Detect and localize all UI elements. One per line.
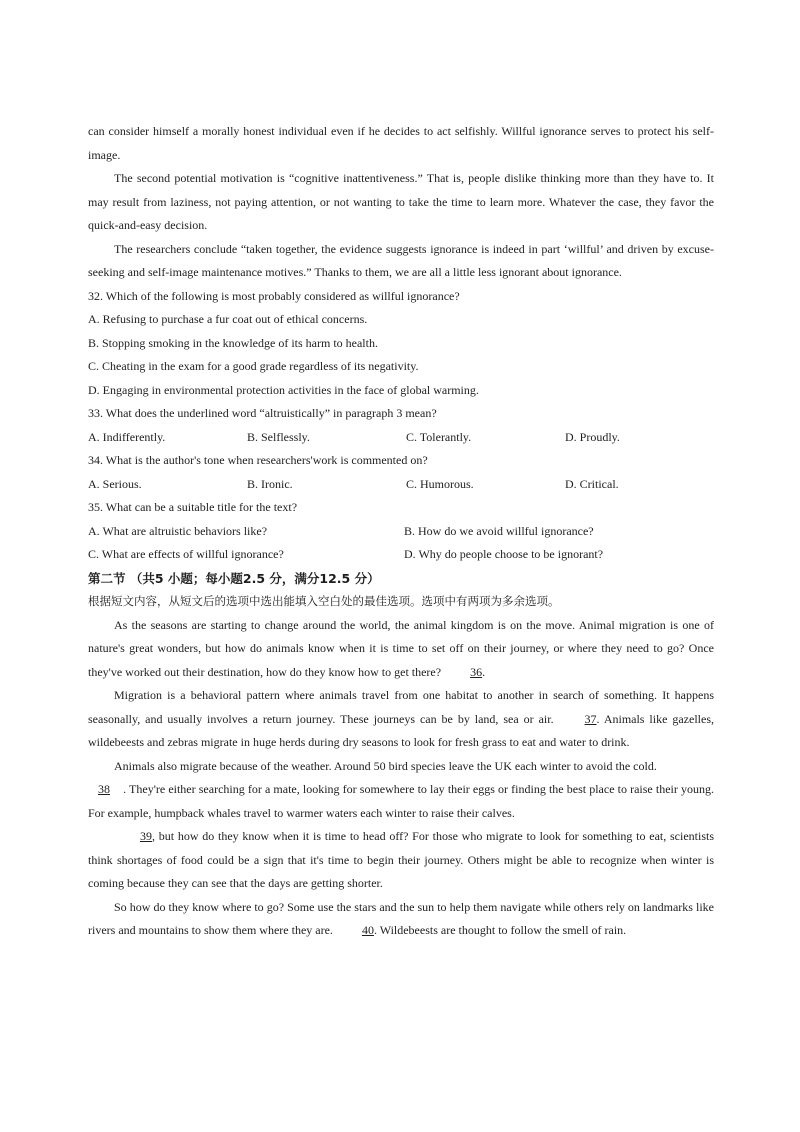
blank-38: 38	[98, 782, 110, 796]
section-instructions: 根据短文内容，从短文后的选项中选出能填入空白处的最佳选项。选项中有两项为多余选项。	[88, 594, 560, 608]
options-row	[88, 520, 714, 544]
question-stem: 33. What does the underlined word “altruistically” in paragraph 3 mean?	[88, 406, 437, 420]
option-c: C. Tolerantly.	[406, 429, 472, 444]
migration-paragraph: As the seasons are starting to change around the world, the animal kingdom is on the move. Animal migration is one of nature's great wonders, but how do animals know when it is time to set off on their journey, or where they need to go? Once they've worked out their destination, how do they know how to get there? 36.	[88, 614, 714, 685]
paragraph-text: Animals also migrate because of the weather. Around 50 bird species leave the UK each winter to avoid the cold.	[114, 758, 657, 773]
blank-37: 37	[584, 711, 597, 726]
option-b: B. Selflessly.	[247, 429, 310, 444]
question-33	[88, 402, 714, 449]
option-d: D. Critical.	[565, 476, 619, 491]
option-b: B. How do we avoid willful ignorance?	[404, 523, 594, 538]
option-d: D. Engaging in environmental protection activities in the face of global warming.	[88, 382, 479, 397]
passage-paragraph: The researchers conclude “taken together, the evidence suggests ignorance is indeed in part ‘willful’ and driven by excuse-seeking and self-image maintenance motives.” Thanks to them, we are all a little less ignorant about ignorance.	[88, 241, 714, 279]
option-d: D. Why do people choose to be ignorant?	[404, 547, 604, 561]
option-a: A. What are altruistic behaviors like?	[88, 523, 268, 538]
blank-39: 39	[140, 829, 152, 843]
paragraph-text: . They're either searching for a mate, looking for somewhere to lay their eggs or finding the best place to raise their young. For example, humpback whales travel to warmer waters each winter to raise their calves.	[88, 782, 715, 820]
question-stem: 32. Which of the following is most probably considered as willful ignorance?	[88, 288, 460, 303]
option-b: B. Ironic.	[247, 476, 293, 491]
migration-paragraph-continued	[88, 778, 714, 825]
option-d: D. Proudly.	[565, 429, 620, 444]
blank-36: 36	[470, 664, 483, 679]
option-c: C. Humorous.	[406, 476, 474, 491]
options-row	[88, 426, 714, 450]
option-c: C. What are effects of willful ignorance?	[88, 547, 284, 561]
migration-paragraph	[88, 896, 714, 943]
question-35	[88, 496, 714, 567]
question-34	[88, 449, 714, 496]
passage-paragraph: can consider himself a morally honest individual even if he decides to act selfishly. Willful ignorance serves to protect his self-image.	[88, 124, 714, 162]
paragraph-text: So how do they know where to go? Some use the stars and the sun to help them navigate while others rely on landmarks like rivers and mountains to show them where they are.	[88, 899, 714, 937]
option-b: B. Stopping smoking in the knowledge of its harm to health.	[88, 335, 378, 350]
options-row	[88, 473, 714, 497]
migration-paragraph	[88, 755, 714, 779]
option-a: A. Indifferently.	[88, 429, 166, 444]
migration-paragraph: Migration is a behavioral pattern where animals travel from one habitat to another in search of something. It happens seasonally, and usually involves a return journey. These journeys can be by land, sea or air. 37. Animals like gazelles, wildebeests and zebras migrate in huge herds during dry seasons to look for fresh grass to eat and water to drink.	[88, 688, 714, 749]
migration-paragraph	[88, 825, 714, 896]
option-c: C. Cheating in the exam for a good grade regardless of its negativity.	[88, 359, 419, 373]
paragraph-text: Migration is a behavioral pattern where animals travel from one habitat to another in search of something. It happens seasonally, and usually involves a return journey. These journeys can be by land, sea or air.	[88, 688, 714, 726]
paragraph-text: . Wildebeests are thought to follow the smell of rain.	[373, 923, 627, 937]
section-heading: 第二节 （共5 小题；每小题2.5 分，满分12.5 分）	[88, 570, 380, 586]
paragraph-text: Animals like gazelles, wildebeests and zebras migrate in huge herds during dry seasons to look for fresh grass to eat and water to drink.	[88, 711, 714, 749]
paragraph-text: As the seasons are starting to change around the world, the animal kingdom is on the move. Animal migration is one of nature's great wonders, but how do animals know when it is time to set off on their journey, or where they need to go? Once they've worked out their destination, how do they know how to get there?	[88, 617, 714, 679]
page-content	[88, 120, 714, 943]
question-stem: 35. What can be a suitable title for the text?	[88, 500, 298, 514]
option-a: A. Refusing to purchase a fur coat out of ethical concerns.	[88, 312, 368, 326]
options-row	[88, 543, 714, 567]
question-stem: 34. What is the author's tone when researchers'work is commented on?	[88, 453, 428, 467]
blank-40: 40	[361, 923, 374, 937]
option-a: A. Serious.	[88, 476, 142, 491]
paragraph-text: , but how do they know when it is time to head off? For those who migrate to look for something to eat, scientists think shortages of food could be a sign that it's time to begin their journey. Others might be able to recognize when winter is coming because they can see that the days are getting shorter.	[88, 829, 714, 890]
passage-paragraph: The second potential motivation is “cognitive inattentiveness.” That is, people dislike thinking more than they have to. It may result from laziness, not paying attention, or not wanting to take the time to learn more. Whatever the case, they favor the quick-and-easy decision.	[88, 171, 714, 232]
question-32	[88, 285, 714, 403]
